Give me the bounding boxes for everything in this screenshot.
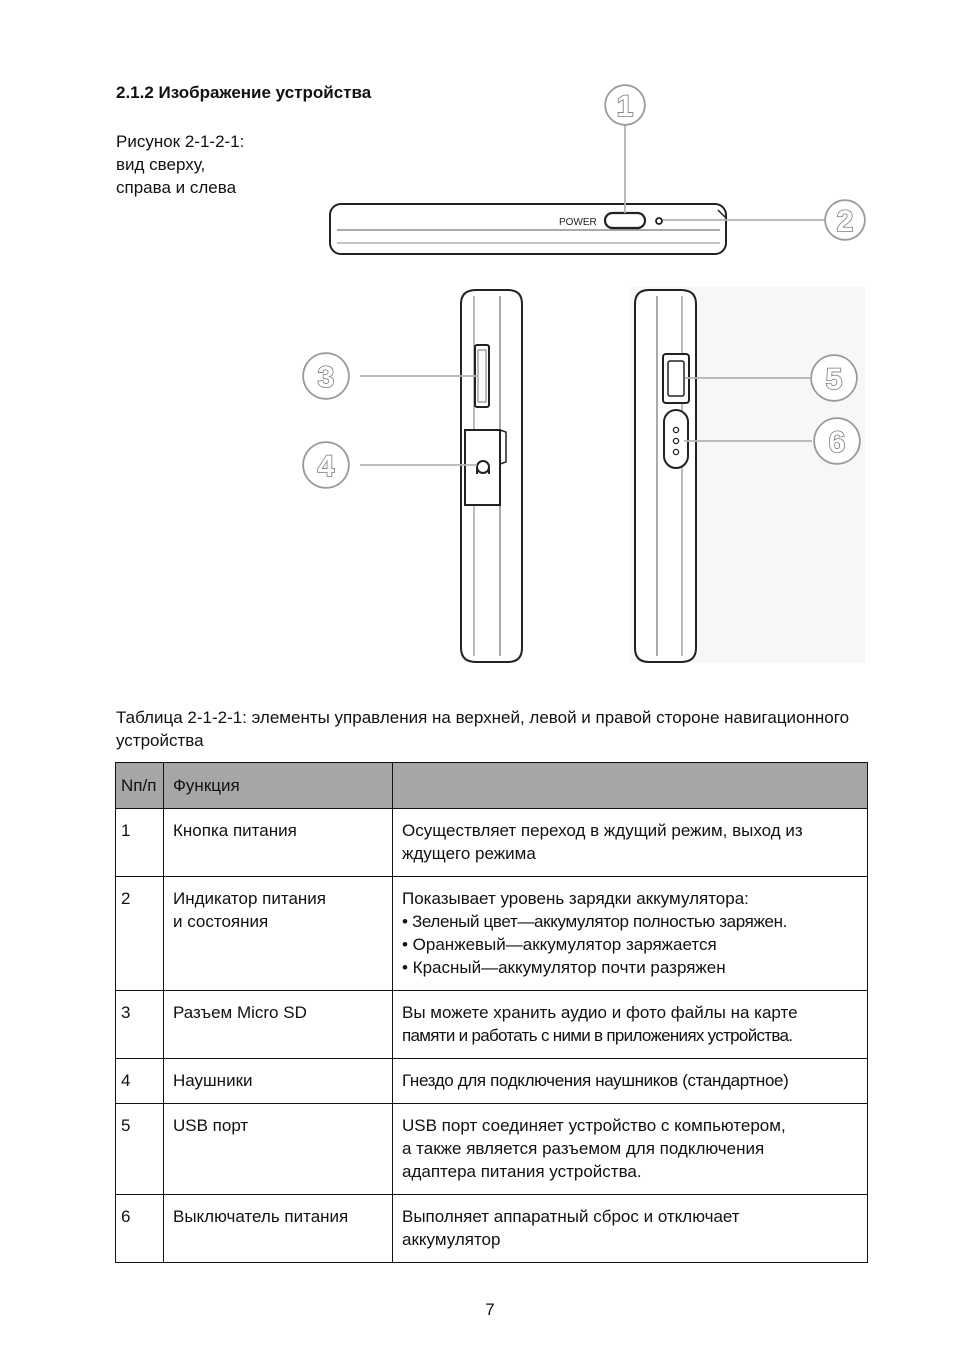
row-number: 6 bbox=[116, 1195, 164, 1263]
power-label: POWER bbox=[559, 217, 597, 228]
description-line: Вы можете хранить аудио и фото файлы на карте bbox=[402, 1003, 798, 1022]
callout-6 bbox=[815, 419, 859, 463]
row-function bbox=[164, 1195, 393, 1263]
row-number: 5 bbox=[116, 1104, 164, 1195]
description-line: • Оранжевый—аккумулятор заряжается bbox=[402, 935, 717, 954]
table-row bbox=[116, 809, 868, 877]
description-line: USB порт соединяет устройство с компьютером, bbox=[402, 1116, 786, 1135]
description-line: адаптера питания устройства. bbox=[402, 1162, 642, 1181]
row-description bbox=[393, 991, 868, 1059]
headphone-cover bbox=[465, 430, 500, 505]
status-indicator bbox=[656, 218, 662, 224]
description-line: Осуществляет переход в ждущий режим, выход из bbox=[402, 821, 803, 840]
row-number: 4 bbox=[116, 1059, 164, 1104]
device-left-side-view bbox=[461, 290, 522, 662]
figure-caption-line: Рисунок 2-1-2-1: bbox=[116, 132, 245, 151]
function-line: Наушники bbox=[173, 1071, 253, 1090]
header-description bbox=[393, 763, 868, 809]
device-top-view bbox=[330, 204, 726, 254]
callout-number: 4 bbox=[317, 450, 335, 483]
page-number: 7 bbox=[485, 1300, 495, 1319]
description-line: • Красный—аккумулятор почти разряжен bbox=[402, 958, 726, 977]
callout-number: 1 bbox=[616, 90, 634, 123]
callout-5 bbox=[812, 356, 856, 400]
function-line: и состояния bbox=[173, 912, 269, 931]
description-line: памяти и работать с ними в приложениях устройства. bbox=[402, 1026, 793, 1045]
header-function: Функция bbox=[164, 763, 393, 809]
power-button bbox=[605, 213, 645, 228]
figure-caption-line: справа и слева bbox=[116, 178, 237, 197]
controls-table bbox=[115, 762, 868, 1263]
row-number: 3 bbox=[116, 991, 164, 1059]
description-line: ждущего режима bbox=[402, 844, 536, 863]
table-row bbox=[116, 1195, 868, 1263]
callout-4 bbox=[304, 443, 348, 487]
table-header-row bbox=[116, 763, 868, 809]
table-row bbox=[116, 991, 868, 1059]
row-number: 2 bbox=[116, 877, 164, 991]
function-line: Выключатель питания bbox=[173, 1207, 349, 1226]
description-line: а также является разъемом для подключения bbox=[402, 1139, 765, 1158]
row-number: 1 bbox=[116, 809, 164, 877]
row-description bbox=[393, 1059, 868, 1104]
description-line: аккумулятор bbox=[402, 1230, 501, 1249]
description-line: • Зеленый цвет—аккумулятор полностью заряжен. bbox=[402, 912, 788, 931]
row-function bbox=[164, 809, 393, 877]
description-line: Выполняет аппаратный сброс и отключает bbox=[402, 1207, 740, 1226]
row-function bbox=[164, 1059, 393, 1104]
description-line: Показывает уровень зарядки аккумулятора: bbox=[402, 889, 749, 908]
figure-caption-line: вид сверху, bbox=[116, 155, 206, 174]
callout-3 bbox=[304, 354, 348, 398]
callout-2 bbox=[826, 201, 864, 239]
row-description bbox=[393, 877, 868, 991]
row-description bbox=[393, 809, 868, 877]
function-line: Кнопка питания bbox=[173, 821, 297, 840]
callout-number: 2 bbox=[836, 205, 854, 238]
function-line: USB порт bbox=[173, 1116, 249, 1135]
row-function bbox=[164, 877, 393, 991]
header-number: Nп/п bbox=[116, 763, 164, 809]
row-function bbox=[164, 991, 393, 1059]
callout-number: 3 bbox=[317, 361, 335, 394]
callout-number: 5 bbox=[825, 363, 843, 396]
table-row bbox=[116, 877, 868, 991]
callout-number: 6 bbox=[828, 426, 846, 459]
row-function bbox=[164, 1104, 393, 1195]
function-line: Разъем Micro SD bbox=[173, 1003, 307, 1022]
sd-slot bbox=[475, 345, 489, 407]
function-line: Индикатор питания bbox=[173, 889, 326, 908]
table-row bbox=[116, 1104, 868, 1195]
section-title: 2.1.2 Изображение устройства bbox=[116, 83, 372, 102]
table-caption: Таблица 2-1-2-1: элементы управления на верхней, левой и правой стороне навигационного устройства bbox=[116, 708, 850, 750]
row-description bbox=[393, 1195, 868, 1263]
callout-1 bbox=[606, 86, 644, 124]
row-description bbox=[393, 1104, 868, 1195]
description-line: Гнездо для подключения наушников (стандартное) bbox=[402, 1071, 789, 1090]
device-right-side-view bbox=[635, 290, 696, 662]
table-row bbox=[116, 1059, 868, 1104]
